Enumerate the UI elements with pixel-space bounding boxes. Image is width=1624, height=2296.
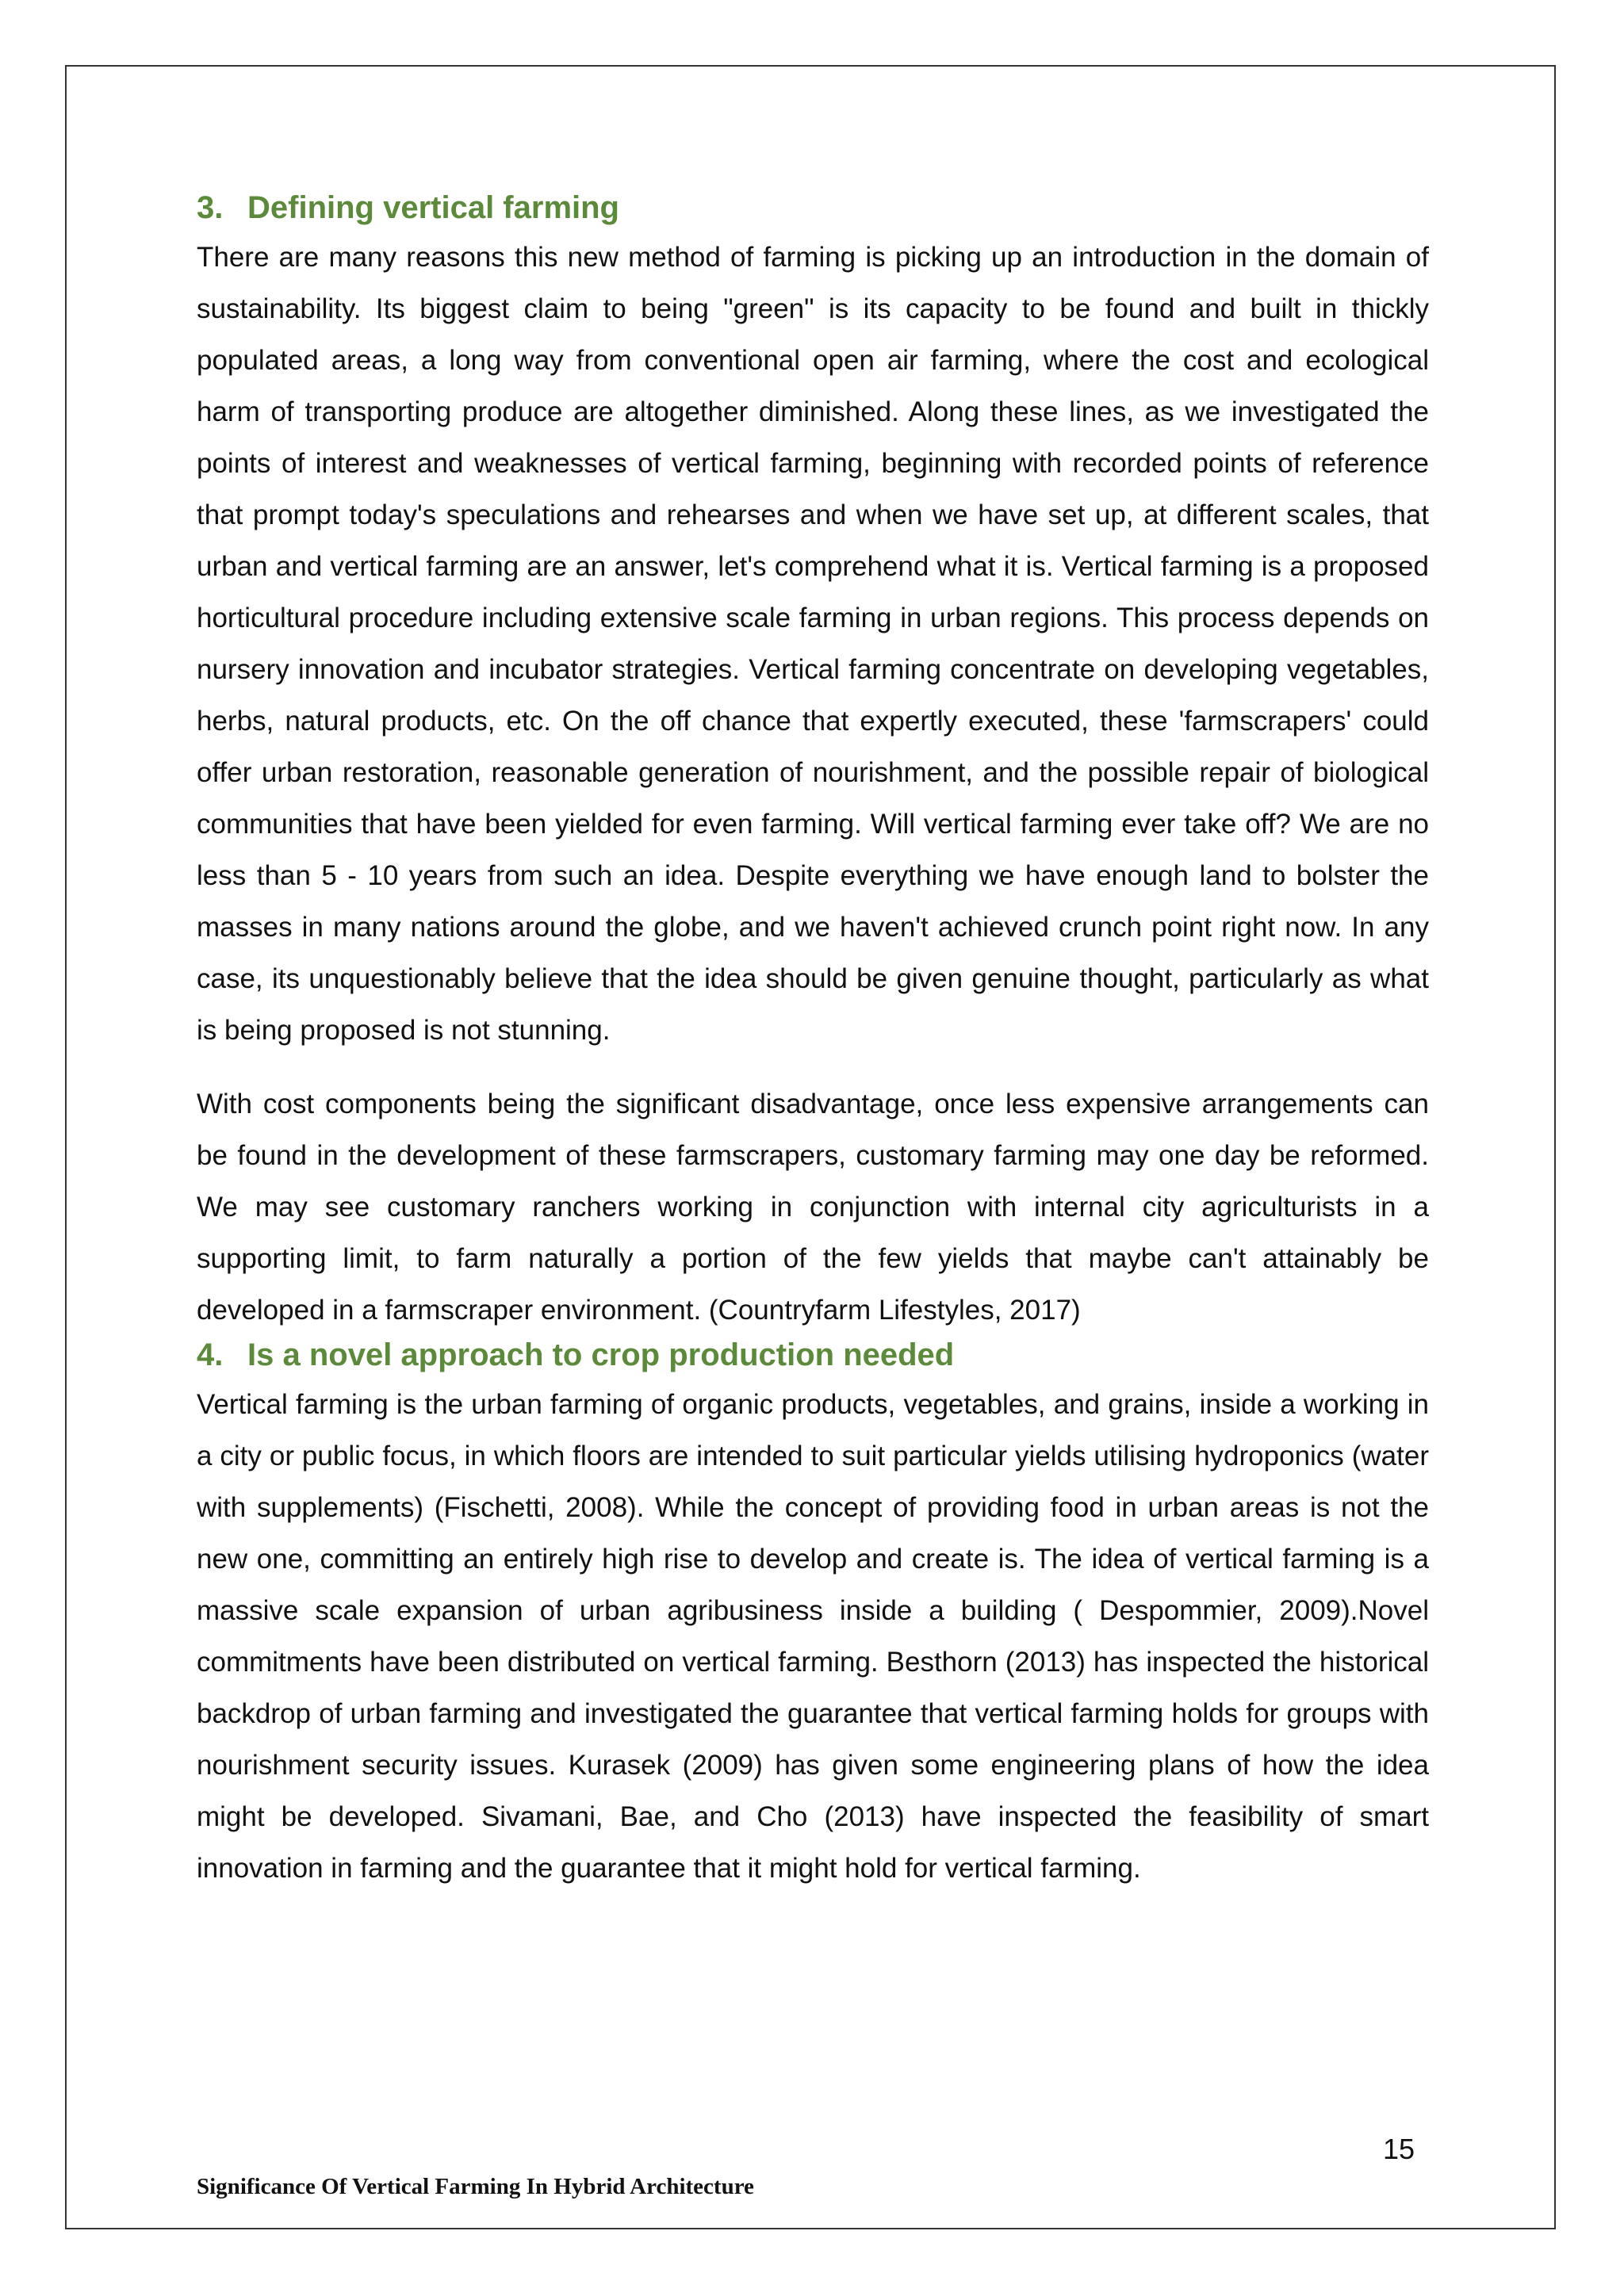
- section-3-number: 3.: [197, 190, 224, 225]
- section-4-number: 4.: [197, 1337, 224, 1372]
- page-content: [197, 189, 1429, 1894]
- page-number: 15: [1382, 2133, 1415, 2165]
- section-3-paragraph-2: With cost components being the significant disadvantage, once less expensive arrangements can be found in the development of these farmscrapers, customary farming may one day be reformed. We may see customary ranchers working in conjunction with internal city agriculturists in a supporting limit, to farm naturally a portion of the few yields that maybe can't attainably be developed in a farmscraper environment. (Countryfarm Lifestyles, 2017): [197, 1089, 1429, 1326]
- footer-title: Significance Of Vertical Farming In Hybrid Architecture: [197, 2174, 754, 2199]
- section-3-heading: [197, 189, 1429, 227]
- section-4-paragraph-1: Vertical farming is the urban farming of organic products, vegetables, and grains, inside a working in a city or public focus, in which floors are intended to suit particular yields utilising hydroponics (water with supplements) (Fischetti, 2008). While the concept of providing food in urban areas is not the new one, committing an entirely high rise to develop and create is. The idea of vertical farming is a massive scale expansion of urban agribusiness inside a building ( Despommier, 2009).Novel commitments have been distributed on vertical farming. Besthorn (2013) has inspected the historical backdrop of urban farming and investigated the guarantee that vertical farming holds for groups with nourishment security issues. Kurasek (2009) has given some engineering plans of how the idea might be developed. Sivamani, Bae, and Cho (2013) have inspected the feasibility of smart innovation in farming and the guarantee that it might hold for vertical farming.: [197, 1389, 1429, 1884]
- section-3-paragraph-1: There are many reasons this new method of farming is picking up an introduction in the domain of sustainability. Its biggest claim to being "green" is its capacity to be found and built in thickly populated areas, a long way from conventional open air farming, where the cost and ecological harm of transporting produce are altogether diminished. Along these lines, as we investigated the points of interest and weaknesses of vertical farming, beginning with recorded points of reference that prompt today's speculations and rehearses and when we have set up, at different scales, that urban and vertical farming are an answer, let's comprehend what it is. Vertical farming is a proposed horticultural procedure including extensive scale farming in urban regions. This process depends on nursery innovation and incubator strategies. Vertical farming concentrate on developing vegetables, herbs, natural products, etc. On the off chance that expertly executed, these 'farmscrapers' could offer urban restoration, reasonable generation of nourishment, and the possible repair of biological communities that have been yielded for even farming. Will vertical farming ever take off? We are no less than 5 - 10 years from such an idea. Despite everything we have enough land to bolster the masses in many nations around the globe, and we haven't achieved crunch point right now. In any case, its unquestionably believe that the idea should be given genuine thought, particularly as what is being proposed is not stunning.: [197, 242, 1429, 1046]
- section-3-title: Defining vertical farming: [247, 190, 619, 225]
- section-4-title: Is a novel approach to crop production needed: [247, 1337, 955, 1372]
- section-4-heading: [197, 1336, 1429, 1374]
